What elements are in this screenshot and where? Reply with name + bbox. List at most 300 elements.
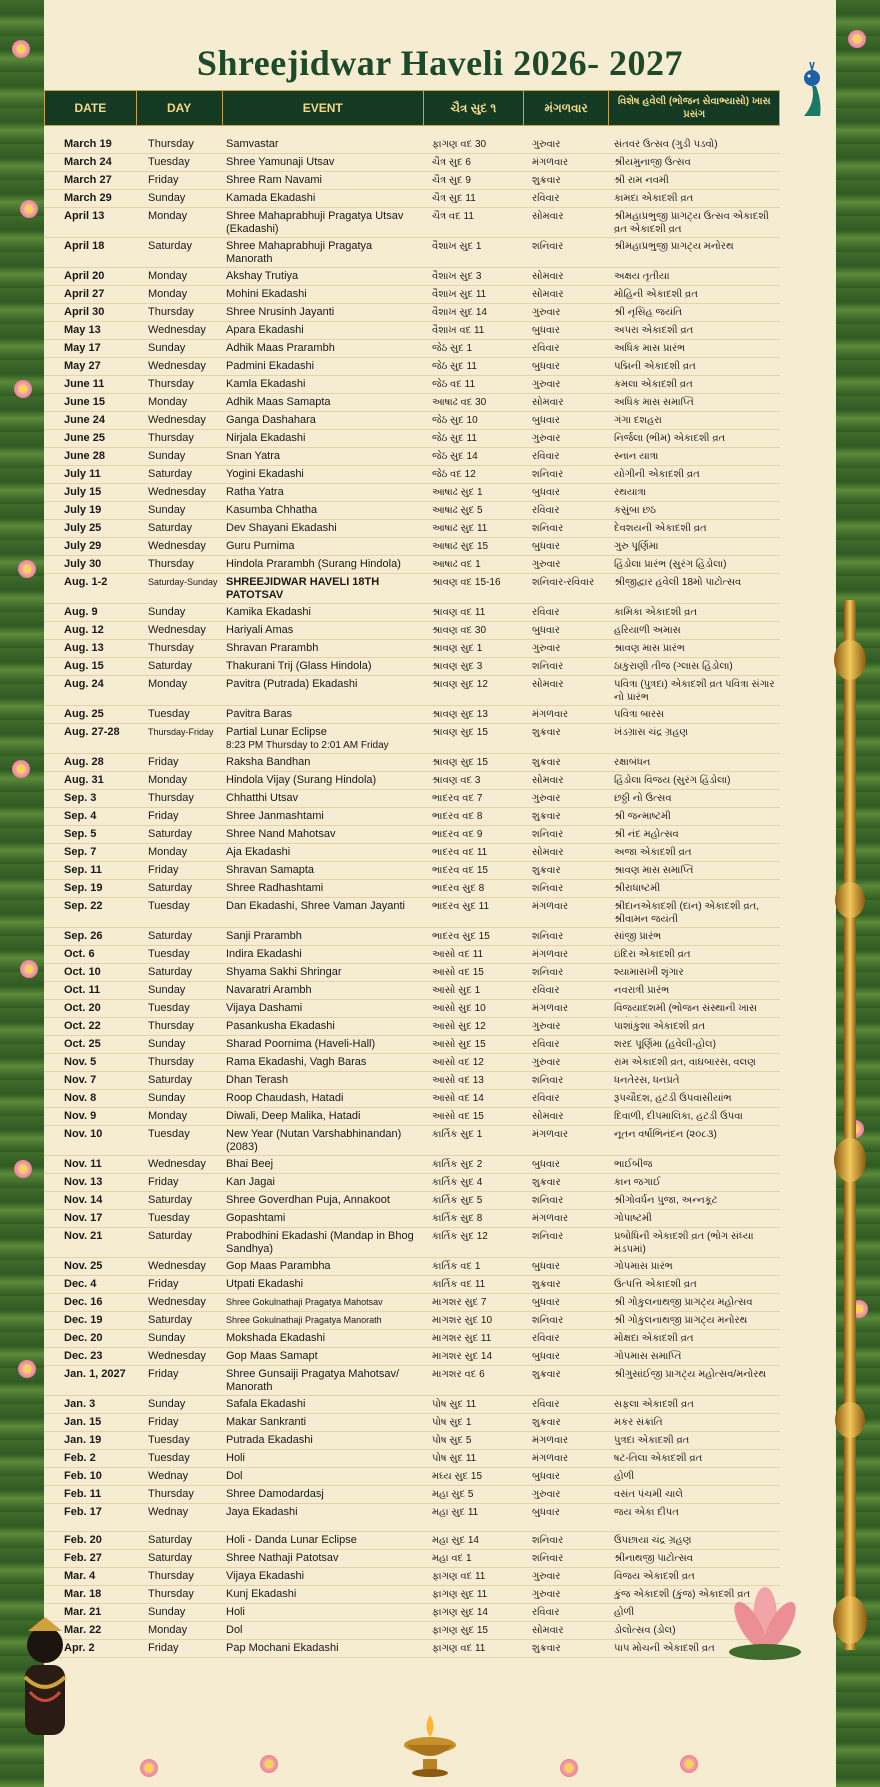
row-gujarati-month: ફાગણ વદ 30 <box>432 139 487 150</box>
row-day: Sunday <box>148 1332 186 1344</box>
row-day: Wednay <box>148 1470 189 1482</box>
row-date: Aug. 1-2 <box>64 576 108 588</box>
row-gujarati-day: મંગળવાર <box>532 1129 569 1140</box>
row-day: Wednesday <box>148 486 206 498</box>
row-day: Saturday <box>148 1074 193 1086</box>
row-date: Jan. 15 <box>64 1416 102 1428</box>
row-date: Sep. 5 <box>64 828 97 840</box>
row-gujarati-month: કાર્તિક સુદ 2 <box>432 1159 483 1170</box>
row-gujarati-month: મહા સુદ 5 <box>432 1489 474 1500</box>
row-gujarati-event: વિજય એકાદશી વ્રત <box>614 1571 695 1582</box>
row-date: Oct. 22 <box>64 1020 101 1032</box>
row-day: Saturday <box>148 240 193 252</box>
row-day: Saturday <box>148 930 193 942</box>
row-gujarati-event: શ્રી નંદ મહોત્સવ <box>614 829 679 840</box>
row-gujarati-day: શનિવાર <box>532 523 564 534</box>
row-gujarati-event: શ્રીજીદ્વાર હવેલી 18મો પાટોત્સવ <box>614 577 742 588</box>
row-day: Thursday <box>148 792 194 804</box>
row-event: Kan Jagai <box>226 1176 275 1188</box>
row-day: Sunday <box>148 1038 186 1050</box>
row-gujarati-event: રથયાત્રા <box>614 487 647 498</box>
row-date: Mar. 21 <box>64 1606 102 1618</box>
row-date: July 15 <box>64 486 102 498</box>
page-title: Shreejidwar Haveli 2026- 2027 <box>196 43 684 84</box>
table-row <box>44 676 780 706</box>
row-date: Nov. 11 <box>64 1158 102 1170</box>
row-day: Tuesday <box>148 708 190 720</box>
row-gujarati-day: શનિવાર <box>532 967 564 978</box>
row-event: Shree Nrusinh Jayanti <box>226 306 335 318</box>
row-gujarati-event: મકર સંક્રાંતિ <box>614 1417 663 1428</box>
row-event: Mokshada Ekadashi <box>226 1332 326 1344</box>
row-gujarati-day: ગુરુવાર <box>532 793 561 804</box>
row-day: Thursday <box>148 378 194 390</box>
diya-lamp-icon <box>395 1709 465 1779</box>
row-date: May 17 <box>64 342 101 354</box>
row-gujarati-day: ગુરુવાર <box>532 1057 561 1068</box>
row-event: Samvastar <box>226 138 279 150</box>
row-day: Thursday-Friday <box>148 727 214 737</box>
row-gujarati-event: કામદા એકાદશી વ્રત <box>614 193 694 204</box>
row-day: Saturday-Sunday <box>148 577 218 587</box>
row-gujarati-event: વિજયાદશમી (ભોજન સંસ્થાની ખાસ <box>614 1003 758 1014</box>
row-gujarati-day: રવિવાર <box>532 1399 560 1410</box>
row-event: Vijaya Ekadashi <box>226 1570 305 1582</box>
row-event: Shree Goverdhan Puja, Annakoot <box>226 1194 390 1206</box>
row-day: Thursday <box>148 642 194 654</box>
row-gujarati-day: સોમવાર <box>532 679 564 690</box>
table-row <box>44 1054 780 1072</box>
row-gujarati-month: જેઠ સુદ 1 <box>432 343 473 354</box>
row-gujarati-month: ફાગણ સુદ 15 <box>432 1625 488 1636</box>
table-row <box>44 466 780 484</box>
row-gujarati-event: શ્રી નૃસિંહ જયંતિ <box>614 307 683 318</box>
table-row <box>44 1018 780 1036</box>
table-row <box>44 172 780 190</box>
row-day: Sunday <box>148 606 186 618</box>
row-event: Shree Radhashtami <box>226 882 324 894</box>
row-gujarati-day: શનિવાર <box>532 661 564 672</box>
row-event: Holi <box>226 1606 245 1618</box>
table-row <box>44 1072 780 1090</box>
row-gujarati-event: હિંડોલા વિજય (સુરંગ હિંડોલા) <box>614 775 731 786</box>
row-event: Makar Sankranti <box>226 1416 307 1428</box>
table-row <box>44 1000 780 1018</box>
row-day: Wednesday <box>148 360 206 372</box>
table-row <box>44 1036 780 1054</box>
row-event-time: 8:23 PM Thursday to 2:01 AM Friday <box>226 740 389 751</box>
row-date: Feb. 2 <box>64 1452 96 1464</box>
row-event: Safala Ekadashi <box>226 1398 306 1410</box>
row-date: Feb. 11 <box>64 1488 102 1500</box>
row-gujarati-month: ચૈત્ર સુદ 6 <box>432 157 471 168</box>
flower-icon <box>18 560 36 578</box>
row-gujarati-month: કાર્તિક સુદ 5 <box>432 1195 483 1206</box>
row-gujarati-month: વૈશાખ સુદ 14 <box>432 307 487 318</box>
row-gujarati-event: નવરાત્રી પ્રારંભ <box>614 985 670 996</box>
row-gujarati-month: શ્રાવણ સુદ 15 <box>432 757 488 768</box>
row-gujarati-day: રવિવાર <box>532 985 560 996</box>
row-gujarati-month: આસો સુદ 10 <box>432 1003 486 1014</box>
row-gujarati-event: હોળી <box>614 1471 635 1482</box>
row-event: Shree Mahaprabhuji Pragatya Utsav (Ekadashi) <box>226 210 404 235</box>
row-event: Shree Ram Navami <box>226 174 322 186</box>
row-gujarati-day: રવિવાર <box>532 343 560 354</box>
table-row <box>44 538 780 556</box>
row-gujarati-day: ગુરુવાર <box>532 307 561 318</box>
header-day: DAY <box>137 91 223 125</box>
row-event: Shyama Sakhi Shringar <box>226 966 342 978</box>
row-day: Wednesday <box>148 414 206 426</box>
row-gujarati-day: રવિવાર <box>532 1093 560 1104</box>
row-gujarati-month: પોષ સુદ 1 <box>432 1417 472 1428</box>
row-date: March 27 <box>64 174 112 186</box>
row-gujarati-day: બુધવાર <box>532 541 560 552</box>
row-date: Nov. 5 <box>64 1056 97 1068</box>
row-gujarati-event: હિંડોલા પ્રારંભ (સુરંગ હિંડોલા) <box>614 559 727 570</box>
row-day: Friday <box>148 1278 179 1290</box>
row-date: Jan. 3 <box>64 1398 96 1410</box>
row-day: Sunday <box>148 504 186 516</box>
flower-icon <box>18 1360 36 1378</box>
row-gujarati-event: હરિયાળી અમાસ <box>614 625 681 636</box>
row-gujarati-month: શ્રાવણ સુદ 12 <box>432 679 488 690</box>
row-gujarati-day: રવિવાર <box>532 607 560 618</box>
row-gujarati-event: ગોપમાસ પ્રારંભ <box>614 1261 673 1272</box>
row-day: Wednesday <box>148 1296 206 1308</box>
row-event: Shree Gokulnathaji Pragatya Mahotsav <box>226 1297 383 1307</box>
row-gujarati-event: હોળી <box>614 1607 635 1618</box>
row-gujarati-month: કાર્તિક સુદ 4 <box>432 1177 483 1188</box>
row-gujarati-day: શનિવાર-રવિવાર <box>532 577 595 588</box>
row-day: Saturday <box>148 1552 193 1564</box>
table-row <box>44 1090 780 1108</box>
table-row <box>44 754 780 772</box>
row-event: Utpati Ekadashi <box>226 1278 304 1290</box>
row-gujarati-event: પદ્મિની એકાદશી વ્રત <box>614 361 696 372</box>
row-gujarati-month: આસો વદ 11 <box>432 949 484 960</box>
row-gujarati-event: છઠ્ઠી નો ઉત્સવ <box>614 793 672 804</box>
row-gujarati-day: શનિવાર <box>532 469 564 480</box>
table-body <box>44 136 780 1658</box>
table-row <box>44 412 780 430</box>
row-gujarati-day: બુધવાર <box>532 487 560 498</box>
row-gujarati-day: શુક્રવાર <box>532 811 561 822</box>
row-gujarati-event: અજા એકાદશી વ્રત <box>614 847 692 858</box>
row-gujarati-event: કમલા એકાદશી વ્રત <box>614 379 693 390</box>
table-row <box>44 448 780 466</box>
row-gujarati-month: વૈશાખ સુદ 3 <box>432 271 482 282</box>
row-day: Friday <box>148 1176 179 1188</box>
row-day: Monday <box>148 270 188 282</box>
row-gujarati-event: પવિત્રા (પુત્રદા) એકાદશી વ્રત પવિત્રા સંગાર નો પ્રારંભ <box>614 679 775 703</box>
row-gujarati-event: શ્રીદાનએકાદશી (દાન) એકાદશી વ્રત, શ્રીવામન જયંતી <box>614 901 760 925</box>
row-event: Shree Nathaji Patotsav <box>226 1552 339 1564</box>
table-row <box>44 340 780 358</box>
table-row <box>44 1258 780 1276</box>
row-date: July 29 <box>64 540 102 552</box>
table-row <box>44 790 780 808</box>
row-gujarati-day: ગુરુવાર <box>532 1589 561 1600</box>
row-gujarati-month: વૈશાખ સુદ 1 <box>432 241 482 252</box>
row-event: Snan Yatra <box>226 450 281 462</box>
flower-icon <box>680 1755 698 1773</box>
table-row <box>44 808 780 826</box>
row-gujarati-event: શ્રીરાધાષ્ટમી <box>614 883 661 894</box>
row-gujarati-month: જેઠ વદ 11 <box>432 379 476 390</box>
row-gujarati-month: આષાઢ સુદ 1 <box>432 487 483 498</box>
row-gujarati-day: રવિવાર <box>532 505 560 516</box>
table-row <box>44 658 780 676</box>
row-event: Padmini Ekadashi <box>226 360 315 372</box>
row-gujarati-month: માગશર સુદ 7 <box>432 1297 487 1308</box>
row-day: Friday <box>148 1368 179 1380</box>
row-day: Saturday <box>148 1534 193 1546</box>
row-date: Feb. 20 <box>64 1534 102 1546</box>
row-gujarati-day: મંગળવાર <box>532 1213 569 1224</box>
row-gujarati-event: સફલા એકાદશી વ્રત <box>614 1399 694 1410</box>
row-gujarati-month: ભાદરવ સુદ 11 <box>432 901 490 912</box>
table-row <box>44 706 780 724</box>
row-gujarati-month: પોષ સુદ 11 <box>432 1453 477 1464</box>
row-date: July 19 <box>64 504 102 516</box>
row-gujarati-day: બુધવાર <box>532 415 560 426</box>
row-event: Chhatthi Utsav <box>226 792 299 804</box>
row-event: Gop Maas Samapt <box>226 1350 318 1362</box>
row-gujarati-event: શ્રીમહાપ્રભુજી પ્રાગટ્ય મનોરથ <box>614 241 734 252</box>
table-row <box>44 1192 780 1210</box>
row-event: Dev Shayani Ekadashi <box>226 522 337 534</box>
row-event: Dol <box>226 1624 243 1636</box>
row-date: Sep. 4 <box>64 810 97 822</box>
row-date: Oct. 6 <box>64 948 95 960</box>
table-row <box>44 136 780 154</box>
table-row <box>44 1586 780 1604</box>
row-day: Thursday <box>148 306 194 318</box>
flower-icon <box>560 1759 578 1777</box>
row-gujarati-day: ગુરુવાર <box>532 1571 561 1582</box>
header-date: DATE <box>45 91 137 125</box>
row-gujarati-day: બુધવાર <box>532 1351 560 1362</box>
row-event: Bhai Beej <box>226 1158 274 1170</box>
row-day: Wednesday <box>148 1158 206 1170</box>
row-day: Wednesday <box>148 624 206 636</box>
row-gujarati-month: આષાઢ સુદ 11 <box>432 523 488 534</box>
row-date: Sep. 11 <box>64 864 102 876</box>
row-gujarati-day: બુધવાર <box>532 361 560 372</box>
row-gujarati-day: બુધવાર <box>532 1471 560 1482</box>
row-gujarati-event: શ્રીયમુનાજી ઉત્સવ <box>614 157 691 168</box>
row-day: Saturday <box>148 1230 193 1242</box>
table-row <box>44 1504 780 1532</box>
row-gujarati-day: મંગળવાર <box>532 1435 569 1446</box>
row-day: Thursday <box>148 1020 194 1032</box>
row-event: Shravan Samapta <box>226 864 315 876</box>
row-gujarati-month: ચૈત્ર સુદ 11 <box>432 193 476 204</box>
row-gujarati-month: ચૈત્ર વદ 11 <box>432 211 474 222</box>
row-gujarati-event: ઇંદિરા એકાદશી વ્રત <box>614 949 691 960</box>
row-date: June 25 <box>64 432 105 444</box>
row-event: Shree Gokulnathaji Pragatya Manorath <box>226 1315 382 1325</box>
row-gujarati-day: શનિવાર <box>532 1315 564 1326</box>
row-event: SHREEJIDWAR HAVELI 18TH PATOTSAV <box>226 576 380 601</box>
row-day: Saturday <box>148 1314 193 1326</box>
row-gujarati-month: મહા સુદ 14 <box>432 1535 479 1546</box>
row-event: Roop Chaudash, Hatadi <box>226 1092 344 1104</box>
row-gujarati-month: કાર્તિક સુદ 1 <box>432 1129 483 1140</box>
row-gujarati-month: શ્રાવણ સુદ 3 <box>432 661 483 672</box>
row-day: Tuesday <box>148 948 190 960</box>
row-gujarati-month: મહા સુદ 11 <box>432 1507 479 1518</box>
row-event: Rama Ekadashi, Vagh Baras <box>226 1056 367 1068</box>
table-row <box>44 1174 780 1192</box>
row-event: Shree Damodardasj <box>226 1488 324 1500</box>
row-gujarati-month: શ્રાવણ સુદ 15 <box>432 727 488 738</box>
row-day: Friday <box>148 1642 179 1654</box>
row-gujarati-day: બુધવાર <box>532 1261 560 1272</box>
table-row <box>44 1568 780 1586</box>
row-gujarati-month: ભાદરવ વદ 15 <box>432 865 488 876</box>
row-day: Saturday <box>148 828 193 840</box>
row-event: Kunj Ekadashi <box>226 1588 297 1600</box>
flower-icon <box>140 1759 158 1777</box>
row-event-time <box>226 1547 420 1549</box>
row-date: Nov. 17 <box>64 1212 103 1224</box>
row-gujarati-month: માગશર સુદ 10 <box>432 1315 493 1326</box>
table-row <box>44 556 780 574</box>
row-event: Pasankusha Ekadashi <box>226 1020 335 1032</box>
row-date: March 29 <box>64 192 112 204</box>
row-gujarati-day: બુધવાર <box>532 1297 560 1308</box>
row-event: Pavitra (Putrada) Ekadashi <box>226 678 358 690</box>
row-date: Sep. 7 <box>64 846 97 858</box>
row-date: Aug. 9 <box>64 606 98 618</box>
row-event: Vijaya Dashami <box>226 1002 303 1014</box>
row-date: April 18 <box>64 240 105 252</box>
row-gujarati-event: નિર્જલા (ભીમ) એકાદશી વ્રત <box>614 433 726 444</box>
row-gujarati-event: પાશાંકુશા એકાદશી વ્રત <box>614 1021 705 1032</box>
row-gujarati-event: પાપ મોચની એકાદશી વ્રત <box>614 1643 715 1654</box>
row-date: Dec. 19 <box>64 1314 103 1326</box>
table-row <box>44 898 780 928</box>
table-header <box>44 90 780 126</box>
header-gujarati-event: વિશેષ હવેલી (ભોજન સેવાભ્યાસો) ખાસ પ્રસંગ <box>617 96 771 120</box>
row-event: Dol <box>226 1470 243 1482</box>
row-day: Friday <box>148 174 179 186</box>
row-event: Kasumba Chhatha <box>226 504 318 516</box>
row-gujarati-event: કુંજ એકાદશી (કુંજ) એકાદશી વ્રત <box>614 1589 751 1600</box>
row-gujarati-event: શ્યામાસખી શૃંગાર <box>614 967 684 978</box>
row-gujarati-month: પોષ સુદ 5 <box>432 1435 472 1446</box>
row-date: Aug. 28 <box>64 756 104 768</box>
row-event: Akshay Trutiya <box>226 270 299 282</box>
row-event: Shree Mahaprabhuji Pragatya Manorath <box>226 240 373 265</box>
row-gujarati-month: પોષ સુદ 11 <box>432 1399 477 1410</box>
deity-idol-icon <box>10 1617 80 1747</box>
row-date: July 11 <box>64 468 101 480</box>
table-row <box>44 964 780 982</box>
row-gujarati-day: રવિવાર <box>532 193 560 204</box>
row-gujarati-event: પુત્રદા એકાદશી વ્રત <box>614 1435 690 1446</box>
row-gujarati-month: કાર્તિક વદ 1 <box>432 1261 481 1272</box>
row-gujarati-month: ફાગણ સુદ 11 <box>432 1589 488 1600</box>
row-date: April 13 <box>64 210 105 222</box>
row-day: Tuesday <box>148 1128 190 1140</box>
row-day: Thursday <box>148 138 194 150</box>
table-row <box>44 844 780 862</box>
row-gujarati-event: જય એકા દીપત <box>614 1507 679 1518</box>
table-row <box>44 208 780 238</box>
row-date: March 24 <box>64 156 112 168</box>
row-gujarati-month: ચૈત્ર સુદ 9 <box>432 175 471 186</box>
table-row <box>44 574 780 604</box>
row-date: April 27 <box>64 288 105 300</box>
table-row <box>44 394 780 412</box>
row-gujarati-day: શુક્રવાર <box>532 175 561 186</box>
row-gujarati-month: માગશર વદ 6 <box>432 1369 485 1380</box>
row-date: Aug. 25 <box>64 708 104 720</box>
row-gujarati-month: શ્રાવણ વદ 3 <box>432 775 481 786</box>
row-date: Mar. 4 <box>64 1570 96 1582</box>
row-gujarati-day: શનિવાર <box>532 241 564 252</box>
row-event: Gop Maas Parambha <box>226 1260 331 1272</box>
row-event: Shree Nand Mahotsav <box>226 828 336 840</box>
row-event: Pap Mochani Ekadashi <box>226 1642 339 1654</box>
table-row <box>44 154 780 172</box>
row-day: Tuesday <box>148 1452 190 1464</box>
table-row <box>44 358 780 376</box>
table-row <box>44 1156 780 1174</box>
row-gujarati-event: યોગીની એકાદશી વ્રત <box>614 469 700 480</box>
row-date: Sep. 3 <box>64 792 97 804</box>
row-gujarati-month: આસો સુદ 15 <box>432 1039 486 1050</box>
row-event: Shree Gunsaiji Pragatya Mahotsav/ Manorath <box>226 1368 400 1393</box>
table-row <box>44 376 780 394</box>
table-row <box>44 640 780 658</box>
table-row <box>44 1396 780 1414</box>
row-event: Hariyali Amas <box>226 624 294 636</box>
row-gujarati-day: શનિવાર <box>532 1535 564 1546</box>
row-gujarati-day: શુક્રવાર <box>532 757 561 768</box>
row-event: Dhan Terash <box>226 1074 289 1086</box>
row-gujarati-day: ગુરુવાર <box>532 139 561 150</box>
row-gujarati-event: શ્રી જન્માષ્ટમી <box>614 811 671 822</box>
flower-icon <box>12 760 30 778</box>
row-gujarati-day: શનિવાર <box>532 1075 564 1086</box>
table-row <box>44 1126 780 1156</box>
row-event: Shravan Prarambh <box>226 642 319 654</box>
row-gujarati-event: અક્ષય તૃતીયા <box>614 271 670 282</box>
row-date: Nov. 10 <box>64 1128 103 1140</box>
table-row <box>44 520 780 538</box>
row-date: Dec. 4 <box>64 1278 97 1290</box>
row-day: Tuesday <box>148 1434 190 1446</box>
flower-icon <box>260 1755 278 1773</box>
row-event: Ratha Yatra <box>226 486 284 498</box>
row-event: Nirjala Ekadashi <box>226 432 306 444</box>
row-gujarati-day: મંગળવાર <box>532 709 569 720</box>
table-row <box>44 826 780 844</box>
row-event: New Year (Nutan Varshabhinandan) (2083) <box>226 1128 402 1153</box>
row-gujarati-month: જેઠ સુદ 14 <box>432 451 478 462</box>
row-day: Wednesday <box>148 324 206 336</box>
row-day: Sunday <box>148 1398 186 1410</box>
row-gujarati-event: સાંજી પ્રારંભ <box>614 931 662 942</box>
row-gujarati-event: ગુરુ પૂર્ણિમા <box>614 541 659 552</box>
row-day: Sunday <box>148 984 186 996</box>
row-gujarati-event: શ્રાવણ માસ સમાપ્તિ <box>614 865 694 876</box>
row-gujarati-day: શનિવાર <box>532 829 564 840</box>
